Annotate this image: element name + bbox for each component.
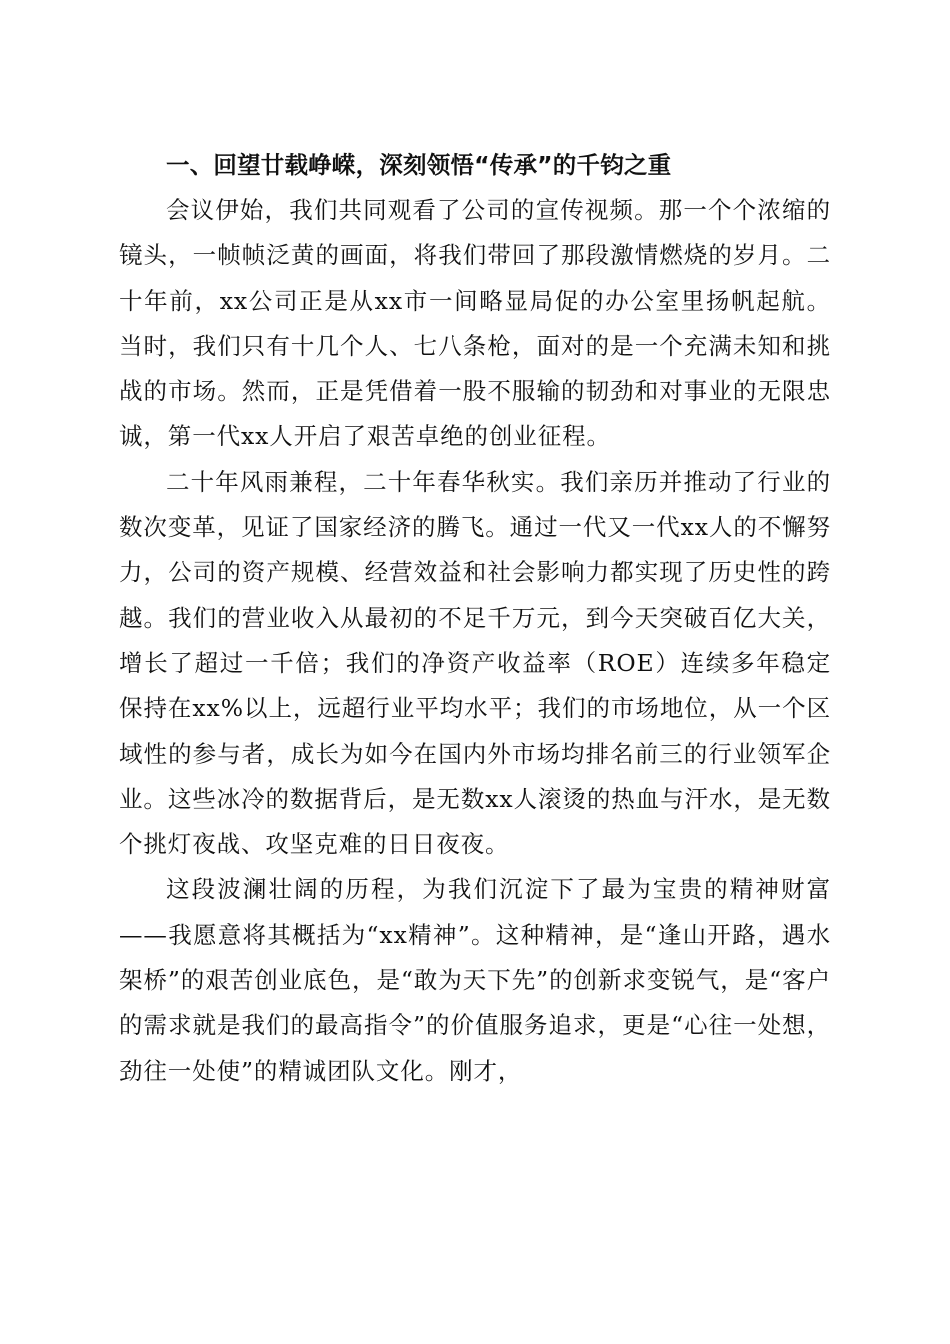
paragraph-spirit: 这段波澜壮阔的历程，为我们沉淀下了最为宝贵的精神财富——我愿意将其概括为“xx精神”。这种精神，是“逢山开路，遇水架桥”的艰苦创业底色，是“敢为天下先”的创新求变锐气，是“客户的需求就是我们的最高指令”的价值服务追求，更是“心往一处想，劲往一处使”的精诚团队文化。刚才，	[119, 875, 831, 1085]
section-heading: 一、回望廿载峥嵘，深刻领悟“传承”的千钧之重	[166, 151, 672, 179]
paragraph-achievements: 二十年风雨兼程，二十年春华秋实。我们亲历并推动了行业的数次变革，见证了国家经济的腾飞。通过一代又一代xx人的不懈努力，公司的资产规模、经营效益和社会影响力都实现了历史性的跨越。我们的营业收入从最初的不足千万元，到今天突破百亿大关，增长了超过一千倍；我们的净资产收益率（ROE）连续多年稳定保持在xx%以上，远超行业平均水平；我们的市场地位，从一个区域性的参与者，成长为如今在国内外市场均排名前三的行业领军企业。这些冰冷的数据背后，是无数xx人滚烫的热血与汗水，是无数个挑灯夜战、攻坚克难的日日夜夜。	[119, 467, 831, 859]
paragraph-opening: 会议伊始，我们共同观看了公司的宣传视频。那一个个浓缩的镜头，一帧帧泛黄的画面，将我们带回了那段激情燃烧的岁月。二十年前，xx公司正是从xx市一间略显局促的办公室里扬帆起航。当时，我们只有十几个人、七八条枪，面对的是一个充满未知和挑战的市场。然而，正是凭借着一股不服输的韧劲和对事业的无限忠诚，第一代xx人开启了艰苦卓绝的创业征程。	[119, 196, 831, 451]
document-body	[119, 142, 831, 1094]
